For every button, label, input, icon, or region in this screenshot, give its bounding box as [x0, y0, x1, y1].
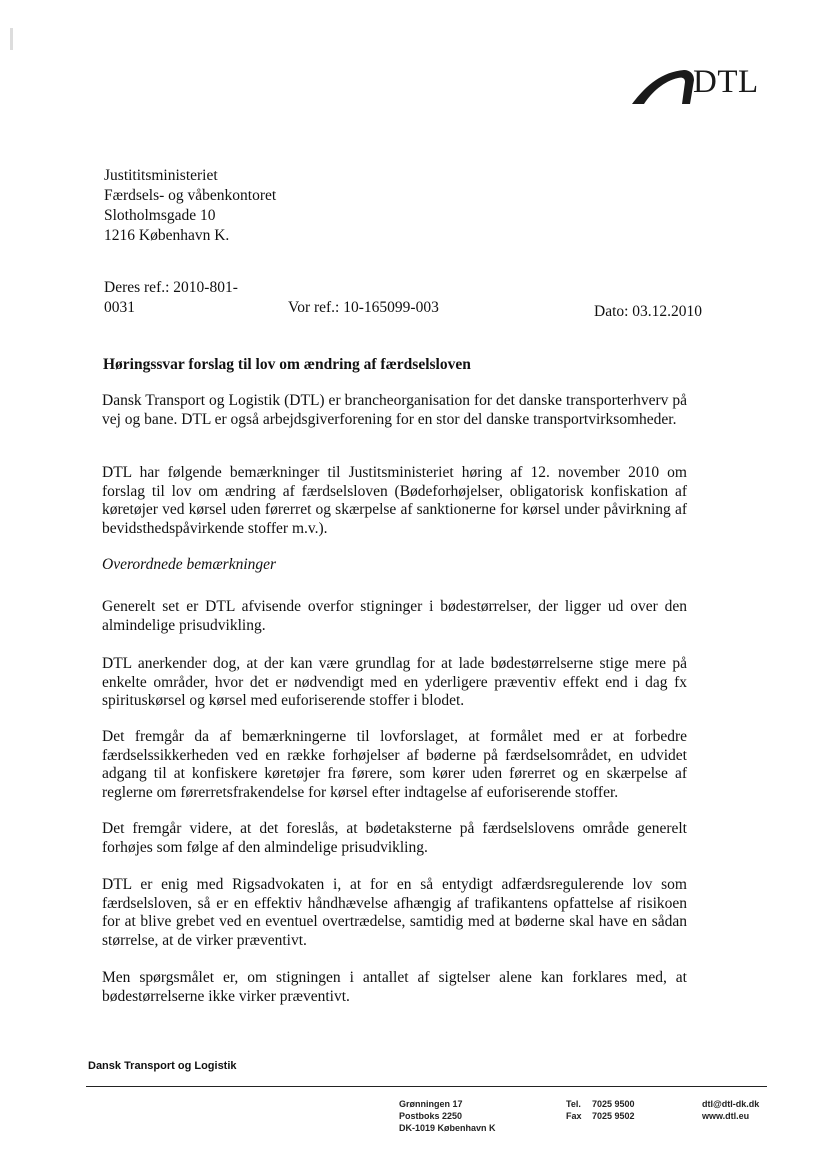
footer-street: Grønningen 17	[399, 1099, 463, 1109]
footer-contact	[702, 1098, 759, 1122]
footer-phone-labels	[566, 1098, 582, 1122]
paragraph: Det fremgår videre, at det foreslås, at bødetaksterne på færdselslovens område generelt forhøjes som følge af den almindelige prisudvikling.	[102, 820, 687, 856]
paragraph: Men spørgsmålet er, om stigningen i antallet af sigtelser alene kan forklares med, at bødestørrelserne ikke virker præventivt.	[102, 969, 687, 1005]
footer-postbox: Postboks 2250	[399, 1111, 463, 1121]
recipient-line: Slotholmsgade 10	[104, 207, 216, 224]
fax-number: 7025 9502	[592, 1111, 635, 1121]
paragraph: DTL er enig med Rigsadvokaten i, at for en så entydigt adfærdsregulerende lov som færdselsloven, så er en effektiv håndhævelse afhængig af trafikantens opfattelse af risikoen for at blive grebet ved en eventuel overtrædelse, samtidig med at bøderne skal have en sådan størrelse, at de virker præventivt.	[102, 876, 687, 950]
footer-web-link[interactable]: www.dtl.eu	[702, 1111, 750, 1121]
paragraph: Det fremgår da af bemærkningerne til lovforslaget, at formålet med er at forbedre færdselssikkerheden ved en række forhøjelser af bøderne på færdselsområdet, en udvidet adgang til at konfiskere køretøjer fra førere, som kører uden førerret og en skærpelse af reglerne om førerretsfrakendelse for kørsel efter indtagelse af euforiserende stoffer.	[102, 728, 687, 802]
dtl-logo	[630, 62, 780, 108]
recipient-line: 1216 København K.	[104, 227, 230, 244]
tel-label: Tel.	[566, 1099, 581, 1109]
scan-artifact	[10, 28, 13, 50]
letter-subject: Høringssvar forslag til lov om ændring af færdselsloven	[103, 356, 471, 373]
tel-number: 7025 9500	[592, 1099, 635, 1109]
recipient-line: Færdsels- og våbenkontoret	[104, 187, 277, 204]
recipient-address	[104, 166, 276, 246]
deres-ref	[104, 278, 238, 318]
section-heading: Overordnede bemærkninger	[102, 556, 277, 573]
footer-phone-numbers	[592, 1098, 635, 1122]
deres-ref-line: 0031	[104, 299, 135, 316]
deres-ref-line: Deres ref.: 2010-801-	[104, 279, 238, 296]
paragraph: Generelt set er DTL afvisende overfor stigninger i bødestørrelser, der ligger ud over den almindelige prisudvikling.	[102, 598, 687, 634]
footer-email-link[interactable]: dtl@dtl-dk.dk	[702, 1099, 760, 1109]
fax-label: Fax	[566, 1111, 582, 1121]
footer-company-name: Dansk Transport og Logistik	[88, 1060, 237, 1072]
footer-divider	[86, 1086, 767, 1087]
vor-ref: Vor ref.: 10-165099-003	[288, 299, 439, 316]
dtl-road-logo-icon	[630, 66, 696, 106]
footer-city: DK-1019 København K	[399, 1123, 496, 1133]
letter-date: Dato: 03.12.2010	[594, 303, 703, 320]
recipient-line: Justititsministeriet	[104, 167, 218, 184]
paragraph: DTL har følgende bemærkninger til Justitsministeriet høring af 12. november 2010 om forslag til lov om ændring af færdselsloven (Bødeforhøjelser, obligatorisk konfiskation af køretøjer ved kørsel uden førerret og skærpelse af sanktionerne for kørsel under påvirkning af bevidsthedspåvirkende stoffer m.v.).	[102, 464, 687, 538]
paragraph: DTL anerkender dog, at der kan være grundlag for at lade bødestørrelserne stige mere på enkelte områder, hvor det er nødvendigt med en yderligere præventiv effekt end i dag fx spirituskørsel og kørsel med euforiserende stoffer i blodet.	[102, 655, 687, 710]
footer-address	[399, 1098, 496, 1134]
logo-wordmark: DTL	[693, 64, 759, 100]
paragraph: Dansk Transport og Logistik (DTL) er brancheorganisation for det danske transporterhverv på vej og bane. DTL er også arbejdsgiverforening for en stor del danske transportvirksomheder.	[102, 392, 687, 428]
